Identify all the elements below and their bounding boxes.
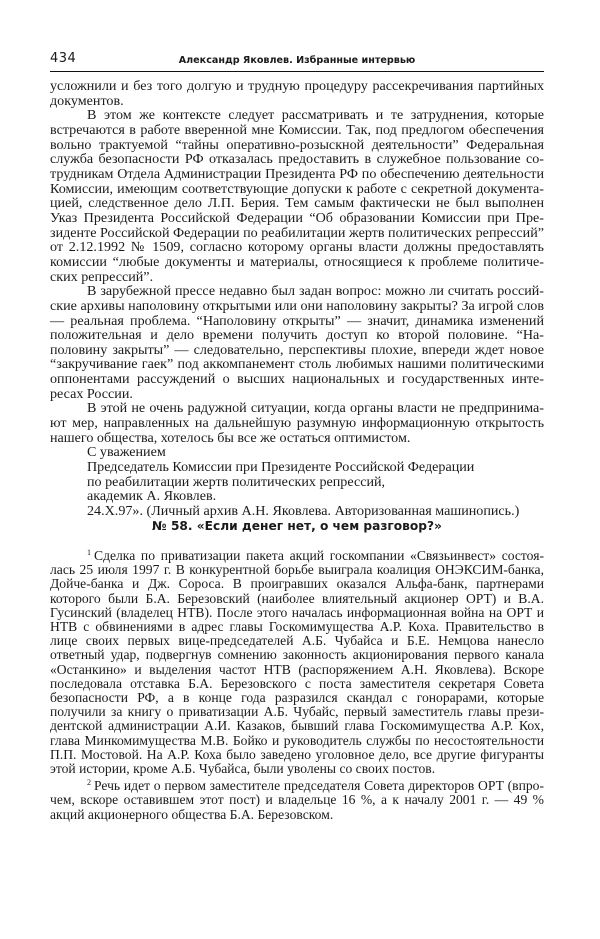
- signature-block: [50, 445, 544, 518]
- footnote: [50, 776, 544, 822]
- signature-position: Председатель Комиссии при Президенте Российской Федерации: [87, 459, 475, 476]
- page-number: 434: [50, 51, 77, 66]
- letter-body: [50, 79, 544, 519]
- paragraph-continuation: усложнили и без того долгую и трудную процедуру рассекречивания партийных документов.: [50, 78, 544, 109]
- signature-position-cont: по реабилитации жертв политических репрессий,: [87, 473, 386, 490]
- footnote-text: Речь идет о первом заместителе председателя Совета директоров ОРТ (впрочем, вскоре оставившем этот пост) и владельце 16 %, а к началу 2001 г. — 49 % акций акционерного общества Б.А. Березовском.: [50, 778, 544, 822]
- footnotes: [50, 546, 544, 822]
- running-title: Александр Яковлев. Избранные интервью: [178, 55, 416, 66]
- section-title: № 58. «Если денег нет, о чем разговор?»: [152, 519, 442, 533]
- footnote-marker: 1: [87, 548, 91, 557]
- signature-date-source: 24.X.97». (Личный архив А.Н. Яковлева. Авторизованная машинопись.): [87, 503, 520, 520]
- paragraph: В этом же контексте следует рассматривать и те затруднения, которые встречаются в работе вверенной мне Комиссии. Так, под предлогом обеспечения вольно трактуемой “тайны оперативно-розыскной деятельности” Федеральная служба безопасности РФ отказалась предоставить в служебное пользование сотрудникам Отдела Администрации Президента РФ по обеспечению деятельности Комиссии, имеющим соответствующие допуски к работе с секретной документацией, следственное дело Л.П. Берия. Тем самым фактически не был выполнен Указ Президента Российской Федерации “Об образовании Комиссии при Президенте Российской Федерации по реабилитации жертв политических репрессий” от 2.12.1992 № 1509, согласно которому органы власти должны предоставлять комиссии “любые документы и материалы, относящиеся к проблеме политических репрессий”.: [50, 107, 544, 285]
- signature-greeting: С уважением: [87, 444, 166, 461]
- footnote-marker: 2: [87, 778, 91, 788]
- paragraph: В зарубежной прессе недавно был задан вопрос: можно ли считать российские архивы наполовину открытыми или они наполовину закрыты? За игрой слов — реальная проблема. “Наполовину открыты” — значит, динамика изменений положительная и дело времени получить доступ ко второй половине. “Наполовину закрыты” — следовательно, перспективы плохие, впереди ждет новое “закручивание гаек” под аккомпанемент столь любимых нашими политическими оппонентами рассуждений о высших национальных и государственных интересах России.: [50, 283, 544, 402]
- footnote-text: Сделка по приватизации пакета акций госкомпании «Связьинвест» состоялась 25 июля 1997 г. В конкурентной борьбе выиграла коалиция ОНЭКСИМ-банка, Дойче-банка и Дж. Сороса. В проигравших оказался Альфа-банк, партнерами которого были Б.А. Березовский (наиболее влиятельный акционер ОРТ) и В.А. Гусинский (владелец НТВ). После этого началась информационная война на ОРТ и НТВ с обвинениями в адрес главы Госкомимущества А.Р. Коха. Правительство в лице своих первых вице-председателей А.Б. Чубайса и Б.Е. Немцова нанесло ответный удар, подвергнув сомнению законность акционирования первого канала «Останкино» и выделения частот НТВ (распоряжением А.Н. Яковлева). Вскоре последовала отставка Б.А. Березовского с поста заместителя секретаря Совета безопасности РФ, а в конце года разразился скандал с гонорарами, которые получили за книгу о приватизации А.Б. Чубайс, первый заместитель главы президентской администрации А.И. Казаков, бывший глава Госкомимущества А.Р. Кох, глава Минкомимущества М.В. Бойко и руководитель службы по несостоятельности П.П. Мостовой. На А.Р. Коха было заведено уголовное дело, все другие фигуранты этой истории, кроме А.Б. Чубайса, были уволены со своих постов.: [50, 548, 544, 777]
- paragraph: В этой не очень радужной ситуации, когда органы власти не предпринимают мер, направленных на дальнейшую разумную информационную открытость нашего общества, хотелось бы все же остаться оптимистом.: [50, 400, 544, 446]
- running-header: [50, 51, 544, 72]
- signature-name: академик А. Яковлев.: [87, 488, 217, 505]
- footnote: [50, 546, 544, 776]
